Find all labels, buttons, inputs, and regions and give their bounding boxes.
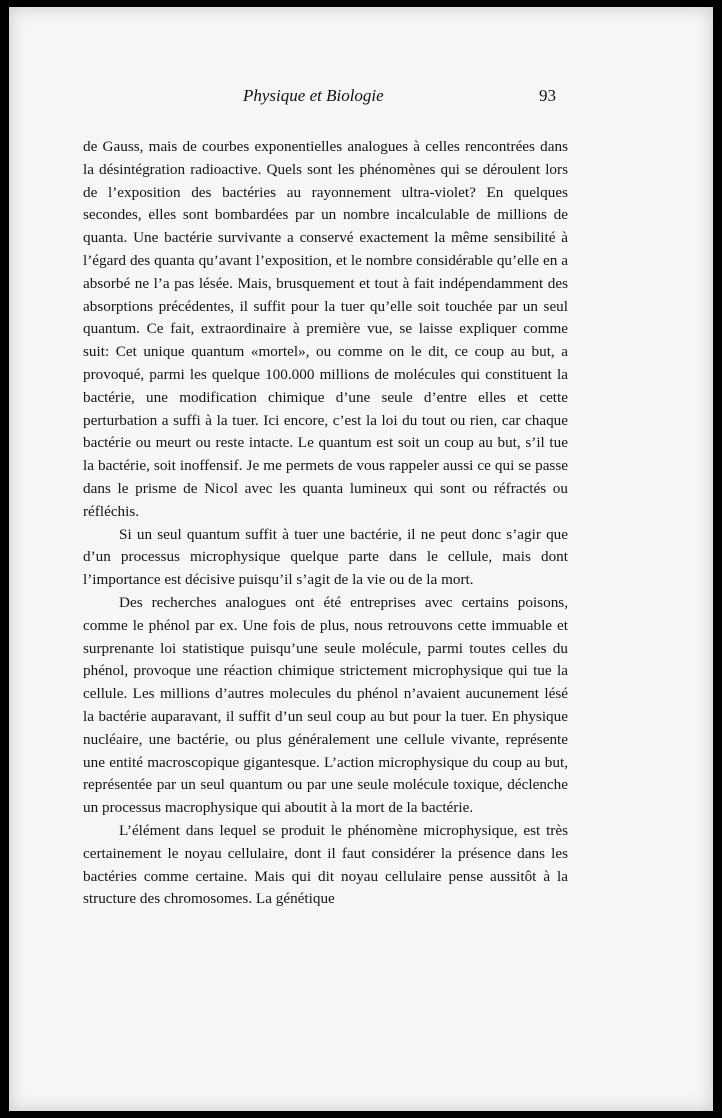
paragraph: de Gauss, mais de courbes exponentielles analogues à celles rencontrées dans la désintégration radioactive. Quels sont les phénomènes qui se déroulent lors de l’exposition des bactéries au rayonnement ultra-violet? En quelques secondes, elles sont bombardées par un nombre incalculable de millions de quanta. Une bactérie survivante a conservé exactement la même sensibilité à l’égard des quanta qu’avant l’exposition, et le nombre considérable qu’elle en a absorbé ne l’a pas lésée. Mais, brusquement et tout à fait indépendamment des absorptions précédentes, il suffit pour la tuer qu’elle soit touchée par un seul quantum. Ce fait, extraordinaire à première vue, se laisse expliquer comme suit: Cet unique quantum «mortel», ou comme on le dit, ce coup au but, a provoqué, parmi les quelque 100.000 millions de molécules qui constituent la bactérie, une modification chimique d’une seule d’entre elles et cette perturbation a suffi à la tuer. Ici encore, c’est la loi du tout ou rien, car chaque bactérie ou meurt ou reste intacte. Le quantum est soit un coup au but, s’il tue la bactérie, soit inoffensif. Je me permets de vous rappeler aussi ce qui se passe dans le prisme de Nicol avec les quanta lumineux qui sont ou réfractés ou réfléchis. <box>83 138 568 520</box>
running-title: Physique et Biologie <box>243 86 384 105</box>
page-number: 93 <box>539 86 556 105</box>
book-page <box>9 7 713 1111</box>
body-text <box>83 136 568 911</box>
paragraph: Si un seul quantum suffit à tuer une bactérie, il ne peut donc s’agir que d’un processus microphysique quelque parte dans le cellule, mais dont l’importance est décisive puisqu’il s’agit de la vie ou de la mort. <box>83 525 568 589</box>
paragraph: L’élément dans lequel se produit le phénomène microphysique, est très certainement le noyau cellulaire, dont il faut considérer la présence dans les bactéries comme certaine. Mais qui dit noyau cellulaire pense aussitôt à la structure des chromosomes. La génétique <box>83 821 568 908</box>
paragraph: Des recherches analogues ont été entreprises avec certains poisons, comme le phénol par ex. Une fois de plus, nous retrouvons cette immuable et surprenante loi statistique puisqu’une seule molécule, parmi toutes celles du phénol, provoque une réaction chimique strictement microphysique qui tue la cellule. Les millions d’autres molecules du phénol n’avaient aucunement lésé la bactérie auparavant, il suffit d’un seul coup au but pour la tuer. En physique nucléaire, une bactérie, ou plus généralement une cellule vivante, représente une entité macroscopique gigantesque. L’action microphysique du coup au but, représentée par un seul quantum ou par une seule molécule toxique, déclenche un processus macrophysique qui aboutit à la mort de la bactérie. <box>83 593 568 817</box>
page-header <box>9 86 713 108</box>
